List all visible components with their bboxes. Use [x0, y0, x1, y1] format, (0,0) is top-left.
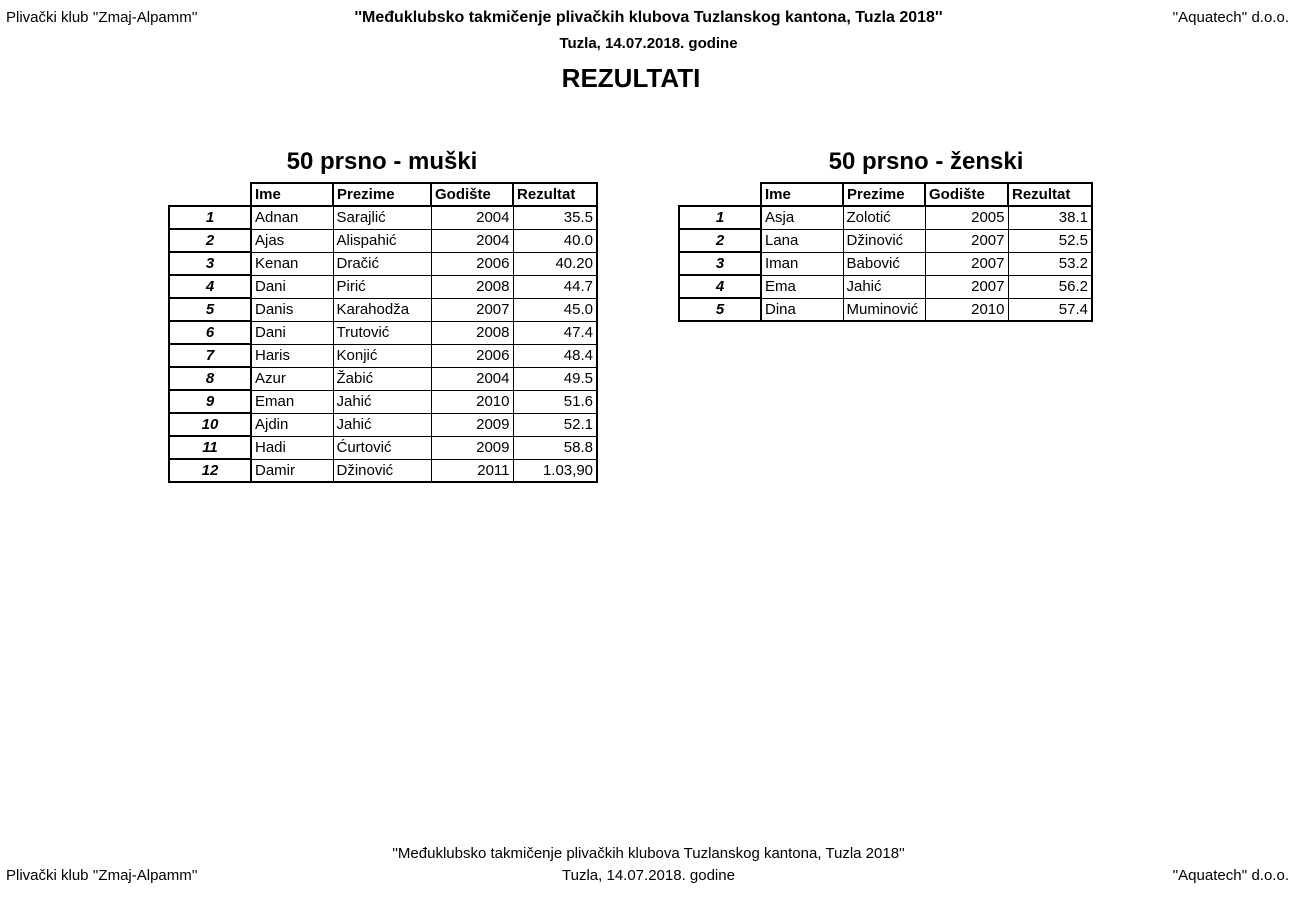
- prezime-cell: Džinović: [333, 459, 431, 482]
- table-row: [169, 275, 597, 298]
- godiste-cell: 2008: [431, 275, 513, 298]
- table-row: [169, 252, 597, 275]
- rank-cell: 9: [169, 390, 251, 413]
- godiste-cell: 2004: [431, 367, 513, 390]
- rezultat-cell: 58.8: [513, 436, 597, 459]
- prezime-cell: Jahić: [843, 275, 925, 298]
- column-header-ime: Ime: [761, 183, 843, 206]
- godiste-cell: 2007: [431, 298, 513, 321]
- results-heading: REZULTATI: [561, 63, 701, 93]
- prezime-cell: Alispahić: [333, 229, 431, 252]
- table-row: [169, 459, 597, 482]
- prezime-cell: Jahić: [333, 390, 431, 413]
- rezultat-cell: 53.2: [1008, 252, 1092, 275]
- ime-cell: Ema: [761, 275, 843, 298]
- rezultat-cell: 40.0: [513, 229, 597, 252]
- footer-sponsor: ''Aquatech'' d.o.o.: [1172, 867, 1289, 884]
- table-row: [169, 390, 597, 413]
- table-row: [679, 252, 1092, 275]
- godiste-cell: 2006: [431, 344, 513, 367]
- godiste-cell: 2010: [431, 390, 513, 413]
- column-header-prezime: Prezime: [333, 183, 431, 206]
- ime-cell: Hadi: [251, 436, 333, 459]
- prezime-cell: Trutović: [333, 321, 431, 344]
- rank-cell: 4: [679, 275, 761, 298]
- rezultat-cell: 40.20: [513, 252, 597, 275]
- ime-cell: Kenan: [251, 252, 333, 275]
- table-row: [169, 321, 597, 344]
- footer-club: Plivački klub ''Zmaj-Alpamm'': [6, 867, 198, 884]
- prezime-cell: Zolotić: [843, 206, 925, 229]
- header-sponsor: ''Aquatech'' d.o.o.: [1172, 9, 1289, 26]
- ime-cell: Haris: [251, 344, 333, 367]
- rank-cell: 3: [169, 252, 251, 275]
- prezime-cell: Karahodža: [333, 298, 431, 321]
- rezultat-cell: 48.4: [513, 344, 597, 367]
- rank-cell: 8: [169, 367, 251, 390]
- rezultat-cell: 57.4: [1008, 298, 1092, 321]
- rezultat-cell: 52.1: [513, 413, 597, 436]
- rank-cell: 11: [169, 436, 251, 459]
- table-row: [679, 229, 1092, 252]
- rank-cell: 3: [679, 252, 761, 275]
- rezultat-cell: 38.1: [1008, 206, 1092, 229]
- ime-cell: Adnan: [251, 206, 333, 229]
- prezime-cell: Žabić: [333, 367, 431, 390]
- prezime-cell: Babović: [843, 252, 925, 275]
- ime-cell: Damir: [251, 459, 333, 482]
- table-row: [679, 275, 1092, 298]
- table-row: [169, 206, 597, 229]
- rezultat-cell: 44.7: [513, 275, 597, 298]
- godiste-cell: 2007: [925, 229, 1008, 252]
- prezime-cell: Ćurtović: [333, 436, 431, 459]
- footer-date: Tuzla, 14.07.2018. godine: [562, 867, 735, 884]
- column-header-rezultat: Rezultat: [513, 183, 597, 206]
- ime-cell: Lana: [761, 229, 843, 252]
- ime-cell: Dani: [251, 275, 333, 298]
- rezultat-cell: 51.6: [513, 390, 597, 413]
- ime-cell: Eman: [251, 390, 333, 413]
- godiste-cell: 2007: [925, 252, 1008, 275]
- rezultat-cell: 35.5: [513, 206, 597, 229]
- ime-cell: Iman: [761, 252, 843, 275]
- table-row: [679, 206, 1092, 229]
- column-header-godiste: Godište: [925, 183, 1008, 206]
- rank-header: [679, 183, 761, 206]
- men-results-table: [168, 182, 598, 483]
- ime-cell: Azur: [251, 367, 333, 390]
- header-club: Plivački klub ''Zmaj-Alpamm'': [6, 9, 198, 26]
- ime-cell: Danis: [251, 298, 333, 321]
- table-row: [169, 413, 597, 436]
- rezultat-cell: 52.5: [1008, 229, 1092, 252]
- godiste-cell: 2009: [431, 413, 513, 436]
- column-header-prezime: Prezime: [843, 183, 925, 206]
- ime-cell: Ajas: [251, 229, 333, 252]
- column-header-ime: Ime: [251, 183, 333, 206]
- godiste-cell: 2010: [925, 298, 1008, 321]
- prezime-cell: Jahić: [333, 413, 431, 436]
- godiste-cell: 2004: [431, 206, 513, 229]
- rank-cell: 4: [169, 275, 251, 298]
- prezime-cell: Sarajlić: [333, 206, 431, 229]
- table-row: [169, 229, 597, 252]
- godiste-cell: 2004: [431, 229, 513, 252]
- rank-cell: 6: [169, 321, 251, 344]
- ime-cell: Asja: [761, 206, 843, 229]
- godiste-cell: 2006: [431, 252, 513, 275]
- rank-cell: 1: [169, 206, 251, 229]
- table-row: [169, 436, 597, 459]
- rank-cell: 12: [169, 459, 251, 482]
- rank-cell: 5: [169, 298, 251, 321]
- ime-cell: Dani: [251, 321, 333, 344]
- prezime-cell: Džinović: [843, 229, 925, 252]
- rank-cell: 5: [679, 298, 761, 321]
- rezultat-cell: 1.03,90: [513, 459, 597, 482]
- rank-cell: 7: [169, 344, 251, 367]
- table-row: [169, 367, 597, 390]
- prezime-cell: Muminović: [843, 298, 925, 321]
- competition-title: ''Međuklubsko takmičenje plivačkih klubova Tuzlanskog kantona, Tuzla 2018'': [354, 9, 943, 26]
- rank-cell: 2: [679, 229, 761, 252]
- rank-cell: 1: [679, 206, 761, 229]
- men-section-title: 50 prsno - muški: [286, 148, 478, 175]
- godiste-cell: 2009: [431, 436, 513, 459]
- column-header-rezultat: Rezultat: [1008, 183, 1092, 206]
- women-section-title: 50 prsno - ženski: [828, 148, 1024, 175]
- prezime-cell: Dračić: [333, 252, 431, 275]
- rank-cell: 2: [169, 229, 251, 252]
- table-row: [169, 298, 597, 321]
- godiste-cell: 2005: [925, 206, 1008, 229]
- godiste-cell: 2007: [925, 275, 1008, 298]
- rank-cell: 10: [169, 413, 251, 436]
- footer-title: ''Međuklubsko takmičenje plivačkih klubova Tuzlanskog kantona, Tuzla 2018'': [392, 845, 905, 862]
- godiste-cell: 2008: [431, 321, 513, 344]
- rezultat-cell: 56.2: [1008, 275, 1092, 298]
- rank-header: [169, 183, 251, 206]
- prezime-cell: Konjić: [333, 344, 431, 367]
- women-results-table: [678, 182, 1093, 322]
- table-row: [169, 344, 597, 367]
- rezultat-cell: 45.0: [513, 298, 597, 321]
- column-header-godiste: Godište: [431, 183, 513, 206]
- prezime-cell: Pirić: [333, 275, 431, 298]
- godiste-cell: 2011: [431, 459, 513, 482]
- rezultat-cell: 49.5: [513, 367, 597, 390]
- competition-date: Tuzla, 14.07.2018. godine: [559, 35, 738, 52]
- table-row: [679, 298, 1092, 321]
- ime-cell: Dina: [761, 298, 843, 321]
- rezultat-cell: 47.4: [513, 321, 597, 344]
- ime-cell: Ajdin: [251, 413, 333, 436]
